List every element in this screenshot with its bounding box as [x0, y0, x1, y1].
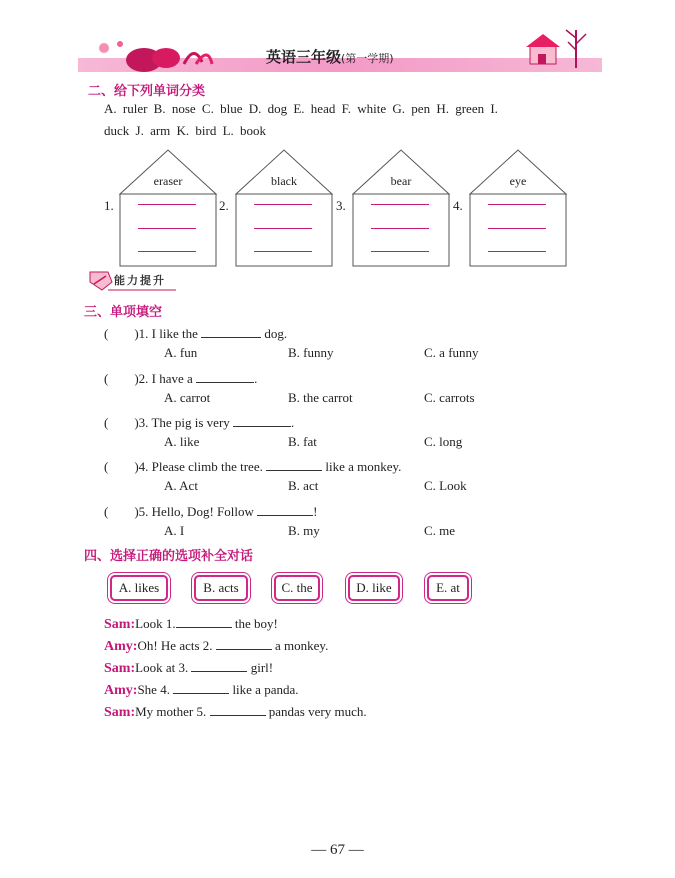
option-a[interactable]: A. Act	[164, 478, 198, 493]
speaker: Sam:	[104, 705, 136, 720]
question-text: .	[291, 415, 295, 430]
option-a[interactable]: A. like	[164, 434, 200, 449]
option-c[interactable]: C. long	[424, 434, 463, 449]
option-box-e[interactable]: E. at	[427, 575, 469, 601]
house-number: 3.	[336, 198, 346, 213]
dialog-text: My mother 5.	[135, 704, 207, 719]
answer-line[interactable]	[138, 251, 196, 252]
blank[interactable]	[191, 659, 247, 672]
question-number: 2.	[138, 371, 152, 386]
blank[interactable]	[257, 503, 313, 516]
blank[interactable]	[173, 681, 229, 694]
dialog-text: pandas very much.	[265, 704, 367, 719]
blank[interactable]	[176, 615, 232, 628]
house-box	[468, 148, 568, 268]
section4-heading: 四、选择正确的选项补全对话	[84, 549, 254, 564]
option-box-a[interactable]: A. likes	[110, 575, 168, 601]
option-b[interactable]: B. funny	[288, 345, 334, 360]
dialog-text: girl!	[247, 660, 274, 675]
question-row	[104, 368, 257, 387]
blank[interactable]	[233, 414, 291, 427]
question-text: dog.	[261, 326, 288, 341]
word-list-line2: duck J. arm K. bird L. book	[104, 123, 267, 138]
option-a[interactable]: A. carrot	[164, 390, 211, 405]
dialog-text: Look at 3.	[135, 660, 189, 675]
flower-decoration-icon	[84, 34, 214, 72]
speaker: Sam:	[104, 661, 136, 676]
option-box-d[interactable]: D. like	[348, 575, 400, 601]
answer-line[interactable]	[371, 251, 429, 252]
section3-heading: 三、单项填空	[84, 305, 163, 320]
house-label: eye	[509, 174, 527, 188]
blank[interactable]	[266, 458, 322, 471]
option-a[interactable]: A. fun	[164, 345, 198, 360]
house-label: black	[271, 174, 297, 188]
question-row	[104, 501, 317, 520]
answer-line[interactable]	[138, 204, 196, 205]
option-c[interactable]: C. me	[424, 523, 456, 538]
option-a[interactable]: A. I	[164, 523, 185, 538]
speaker: Sam:	[104, 617, 136, 632]
dialog-text: like a panda.	[229, 682, 299, 697]
option-box-b[interactable]: B. acts	[194, 575, 248, 601]
dialog-text: Look 1.	[135, 616, 176, 631]
speaker: Amy:	[104, 639, 138, 654]
section2-heading: 二、给下列单词分类	[88, 84, 206, 99]
answer-paren[interactable]: ( )	[104, 326, 139, 341]
blank[interactable]	[216, 637, 272, 650]
dialog-line	[104, 681, 299, 699]
dialog-line	[104, 615, 278, 633]
question-text: The pig is very	[151, 415, 230, 430]
dialog-line	[104, 659, 273, 677]
header-title: 英语三年级(第一学期)	[266, 48, 394, 66]
house-label: bear	[390, 174, 412, 188]
question-text: I have a	[151, 371, 193, 386]
dialog-line	[104, 703, 367, 721]
house-box	[234, 148, 334, 268]
house-label: eraser	[153, 174, 183, 188]
option-b[interactable]: B. act	[288, 478, 319, 493]
blank[interactable]	[210, 703, 266, 716]
blank[interactable]	[196, 370, 254, 383]
dialog-text: She 4.	[137, 682, 170, 697]
answer-line[interactable]	[254, 228, 312, 229]
question-text: Please climb the tree.	[151, 459, 263, 474]
answer-line[interactable]	[371, 228, 429, 229]
answer-line[interactable]	[488, 228, 546, 229]
house-box	[118, 148, 218, 268]
question-number: 4.	[138, 459, 152, 474]
answer-line[interactable]	[254, 251, 312, 252]
question-number: 5.	[138, 504, 152, 519]
question-text: I like the	[151, 326, 198, 341]
answer-paren[interactable]: ( )	[104, 459, 139, 474]
option-c[interactable]: C. carrots	[424, 390, 475, 405]
question-row	[104, 412, 294, 431]
page-number: — 67 —	[311, 842, 364, 858]
answer-line[interactable]	[138, 228, 196, 229]
house-number: 2.	[219, 198, 229, 213]
answer-paren[interactable]: ( )	[104, 415, 139, 430]
dialog-text: Oh! He acts 2.	[137, 638, 213, 653]
answer-paren[interactable]: ( )	[104, 371, 139, 386]
house-box	[351, 148, 451, 268]
option-b[interactable]: B. fat	[288, 434, 317, 449]
page-header	[78, 28, 602, 76]
blank[interactable]	[201, 325, 261, 338]
dialog-text: the boy!	[231, 616, 278, 631]
question-number: 1.	[138, 326, 152, 341]
ability-banner	[88, 268, 178, 292]
question-text: Hello, Dog! Follow	[151, 504, 254, 519]
answer-paren[interactable]: ( )	[104, 504, 139, 519]
house-group	[104, 148, 584, 270]
house-number: 1.	[104, 198, 114, 213]
question-text: .	[254, 371, 258, 386]
option-c[interactable]: C. a funny	[424, 345, 479, 360]
word-list-line1: A. ruler B. nose C. blue D. dog E. head F. white G. pen H. green I.	[104, 101, 498, 116]
option-b[interactable]: B. the carrot	[288, 390, 353, 405]
question-row	[104, 323, 287, 342]
question-number: 3.	[138, 415, 152, 430]
answer-line[interactable]	[371, 204, 429, 205]
ability-label: 能力提升	[114, 274, 166, 287]
house-decoration-icon	[508, 28, 598, 74]
answer-line[interactable]	[488, 251, 546, 252]
question-row	[104, 456, 401, 475]
option-box-c[interactable]: C. the	[274, 575, 320, 601]
dialog-text: a monkey.	[271, 638, 329, 653]
answer-line[interactable]	[254, 204, 312, 205]
question-text: !	[313, 504, 318, 519]
option-c[interactable]: C. Look	[424, 478, 467, 493]
option-b[interactable]: B. my	[288, 523, 320, 538]
question-text: like a monkey.	[322, 459, 402, 474]
house-number: 4.	[453, 198, 463, 213]
answer-line[interactable]	[488, 204, 546, 205]
dialog-line	[104, 637, 328, 655]
speaker: Amy:	[104, 683, 138, 698]
